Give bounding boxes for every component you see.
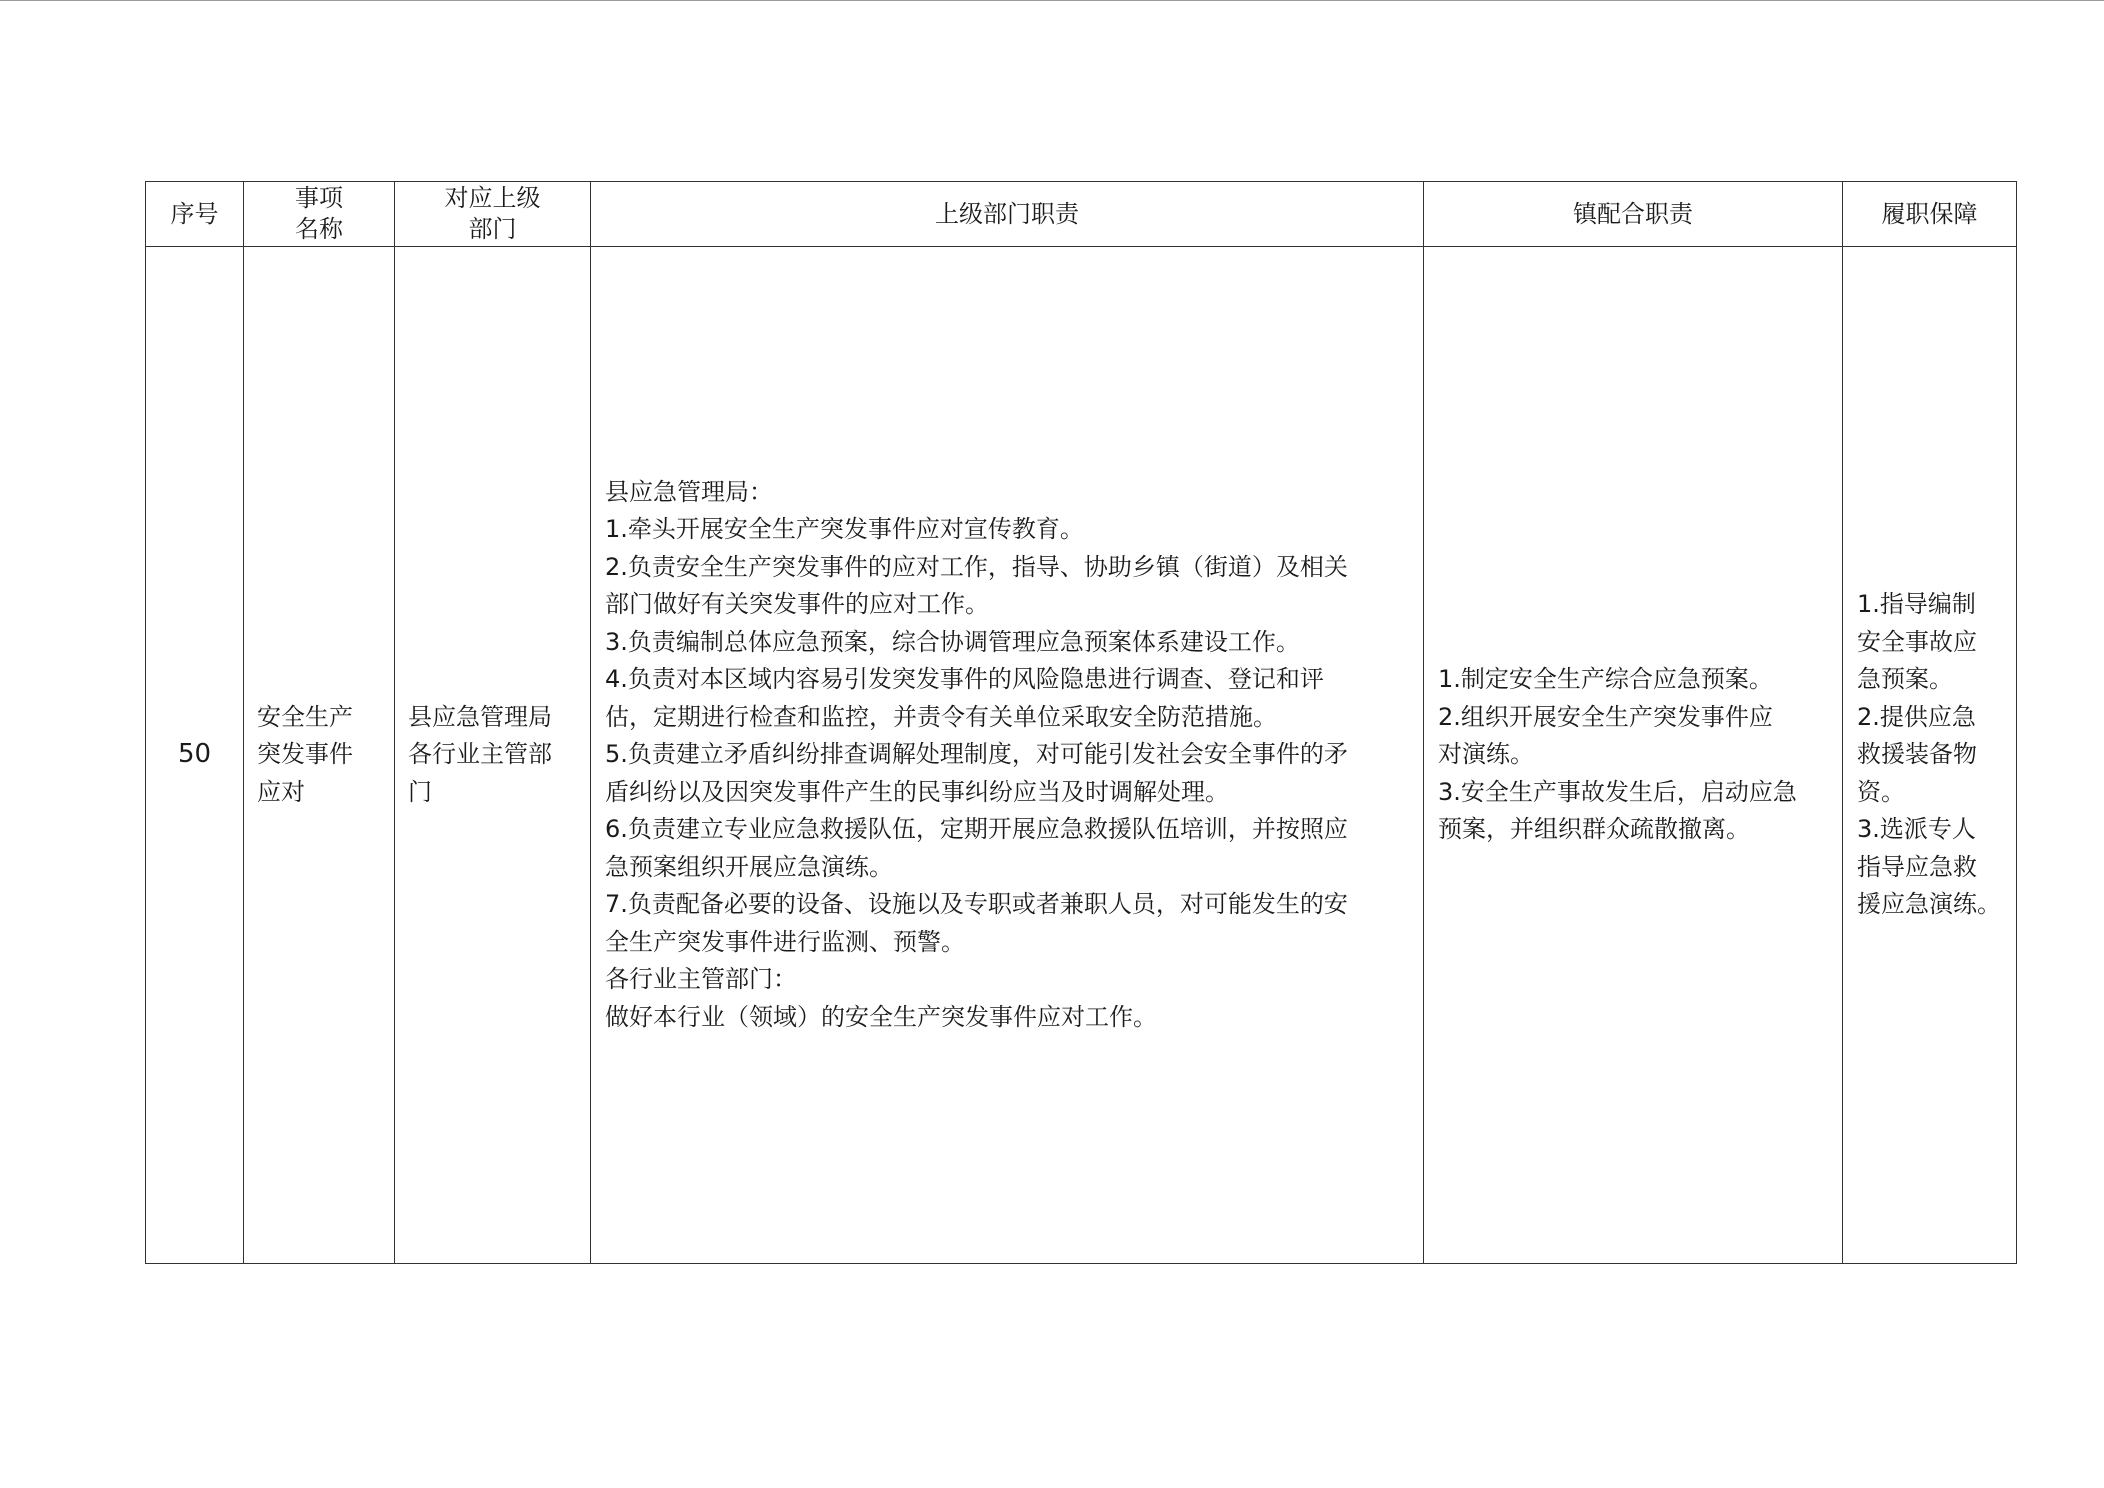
header-upper-duties: 上级部门职责 xyxy=(591,182,1424,247)
cell-guarantee xyxy=(1843,247,2017,1264)
cell-upper-dept-line: 门 xyxy=(408,777,432,806)
cell-upper-dept xyxy=(395,247,591,1264)
header-town-duties: 镇配合职责 xyxy=(1424,182,1843,247)
cell-item-name-line: 安全生产 xyxy=(257,702,353,731)
header-upper-dept xyxy=(395,182,591,247)
table-header-row xyxy=(146,182,2017,247)
header-upper-dept-line-2: 部门 xyxy=(468,215,517,243)
cell-upper-duties-line: 6.负责建立专业应急救援队伍，定期开展应急救援队伍培训，并按照应 xyxy=(605,815,1348,844)
cell-upper-dept-line: 县应急管理局 xyxy=(408,702,552,731)
header-index: 序号 xyxy=(146,182,244,247)
header-guarantee: 履职保障 xyxy=(1843,182,2017,247)
header-item-name-line-2: 名称 xyxy=(295,215,343,243)
cell-upper-duties-line: 5.负责建立矛盾纠纷排查调解处理制度，对可能引发社会安全事件的矛 xyxy=(605,740,1348,769)
cell-upper-duties-line: 做好本行业（领域）的安全生产突发事件应对工作。 xyxy=(605,1002,1157,1031)
cell-upper-duties-line: 1.牵头开展安全生产突发事件应对宣传教育。 xyxy=(605,515,1084,544)
cell-index: 50 xyxy=(146,247,244,1264)
cell-guarantee-line: 急预案。 xyxy=(1857,665,1953,694)
cell-upper-duties-line: 部门做好有关突发事件的应对工作。 xyxy=(605,590,989,619)
header-item-name-line-1: 事项 xyxy=(295,184,343,212)
cell-guarantee-line: 指导应急救 xyxy=(1857,852,1977,881)
cell-upper-duties xyxy=(591,247,1424,1264)
cell-guarantee-line: 1.指导编制 xyxy=(1857,590,1976,619)
duty-table xyxy=(145,181,2017,1264)
cell-upper-duties-line: 2.负责安全生产突发事件的应对工作，指导、协助乡镇（街道）及相关 xyxy=(605,552,1348,581)
cell-upper-duties-line: 7.负责配备必要的设备、设施以及专职或者兼职人员，对可能发生的安 xyxy=(605,890,1348,919)
header-item-name xyxy=(244,182,395,247)
cell-guarantee-line: 3.选派专人 xyxy=(1857,815,1976,844)
cell-upper-duties-line: 全生产突发事件进行监测、预警。 xyxy=(605,927,965,956)
cell-item-name-line: 突发事件 xyxy=(257,740,353,769)
cell-upper-duties-line: 县应急管理局： xyxy=(605,477,773,506)
cell-guarantee-line: 2.提供应急 xyxy=(1857,702,1976,731)
cell-guarantee-line: 救援装备物 xyxy=(1857,740,1977,769)
cell-town-duties-line: 对演练。 xyxy=(1438,740,1534,769)
cell-item-name xyxy=(244,247,395,1264)
cell-upper-duties-line: 4.负责对本区域内容易引发突发事件的风险隐患进行调查、登记和评 xyxy=(605,665,1324,694)
cell-upper-dept-line: 各行业主管部 xyxy=(408,740,552,769)
header-upper-dept-line-1: 对应上级 xyxy=(444,184,541,212)
cell-upper-duties-line: 各行业主管部门： xyxy=(605,965,797,994)
cell-town-duties-line: 3.安全生产事故发生后，启动应急 xyxy=(1438,777,1797,806)
cell-guarantee-line: 援应急演练。 xyxy=(1857,890,2001,919)
cell-upper-duties-line: 盾纠纷以及因突发事件产生的民事纠纷应当及时调解处理。 xyxy=(605,777,1229,806)
cell-guarantee-line: 安全事故应 xyxy=(1857,627,1977,656)
cell-town-duties-line: 2.组织开展安全生产突发事件应 xyxy=(1438,702,1773,731)
cell-guarantee-line: 资。 xyxy=(1857,777,1905,806)
cell-town-duties xyxy=(1424,247,1843,1264)
cell-upper-duties-line: 3.负责编制总体应急预案，综合协调管理应急预案体系建设工作。 xyxy=(605,627,1300,656)
cell-upper-duties-line: 急预案组织开展应急演练。 xyxy=(605,852,893,881)
page-top-rule xyxy=(0,0,2104,1)
cell-upper-duties-line: 估，定期进行检查和监控，并责令有关单位采取安全防范措施。 xyxy=(605,702,1277,731)
cell-town-duties-line: 预案，并组织群众疏散撤离。 xyxy=(1438,815,1750,844)
table-row xyxy=(146,247,2017,1264)
cell-item-name-line: 应对 xyxy=(257,777,305,806)
cell-town-duties-line: 1.制定安全生产综合应急预案。 xyxy=(1438,665,1773,694)
